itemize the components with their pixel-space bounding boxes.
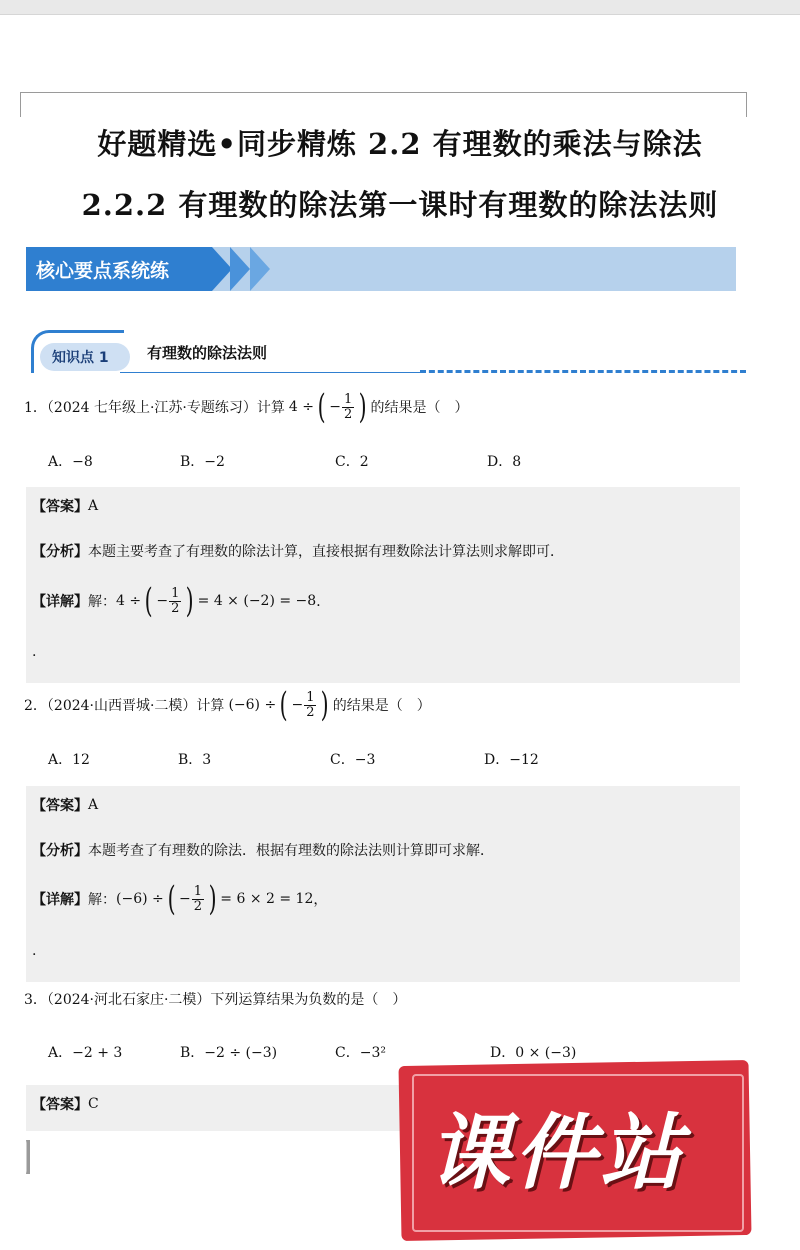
question-stem-suffix: 的结果是（ ） xyxy=(332,698,431,714)
math-term: 4 ÷ xyxy=(288,399,314,415)
question-2-detail: 【详解】 解： (−6) ÷ ( − $\frac{1}{2}$ ) = 6 × 2 = 12 ， xyxy=(32,879,328,919)
answer-value: A xyxy=(88,797,99,813)
fraction: $\frac{1}{2}$ xyxy=(171,585,180,616)
knowledge-point-underline xyxy=(120,372,420,373)
chevron-right-icon xyxy=(250,247,270,291)
question-3-answer: 【答案】 C xyxy=(32,1096,99,1113)
page-corner-mark xyxy=(26,1140,30,1174)
trailing-period: . xyxy=(32,943,37,959)
knowledge-point-title: 有理数的除法法则 xyxy=(147,344,268,362)
detail-math: 4 ÷ ( − $\frac{1}{2}$ ) = 4 × (−2) = −8 xyxy=(116,581,317,621)
viewer-top-bar xyxy=(0,0,800,15)
question-2-analysis: 【分析】 本题考查了有理数的除法．根据有理数的除法法则计算即可求解． xyxy=(32,843,494,859)
answer-value: A xyxy=(88,498,99,514)
fraction: $\frac{1}{2}$ xyxy=(343,391,353,422)
math-term: (−6) ÷ xyxy=(228,697,277,713)
question-1-analysis: 【分析】 本题主要考查了有理数的除法计算，直接根据有理数除法计算法则求解即可． xyxy=(32,544,564,560)
question-1-answer: 【答案】 A xyxy=(32,498,99,515)
question-2-option-d[interactable]: D．−12 xyxy=(484,752,539,768)
question-3-stem: 3．（2024·河北石家庄·二模）下列运算结果为负数的是（ ） xyxy=(24,992,407,1008)
question-3-option-c[interactable]: C．−3² xyxy=(335,1045,386,1061)
chevron-right-icon xyxy=(212,247,232,291)
page-title-line-2: 2.2.2 有理数的除法第一课时有理数的除法法则 xyxy=(81,188,719,222)
math-sign: − xyxy=(291,697,304,713)
question-1-option-c[interactable]: C．2 xyxy=(335,454,369,470)
math-sign: − xyxy=(329,399,341,415)
question-math: (−6) ÷ ( − $\frac{1}{2}$ ) xyxy=(228,685,330,725)
question-1-option-b[interactable]: B．−2 xyxy=(180,454,225,470)
question-3-option-b[interactable]: B．−2 ÷ (−3) xyxy=(180,1045,278,1061)
question-2-answer: 【答案】 A xyxy=(32,797,99,814)
chevron-right-icon xyxy=(230,247,250,291)
question-stem-text: 1．（2024 七年级上·江苏·专题练习）计算 xyxy=(24,400,285,416)
trailing-period: . xyxy=(32,644,37,660)
watermark-text: 课件站 xyxy=(428,1106,686,1201)
question-stem-text: 2．（2024·山西晋城·二模）计算 xyxy=(24,698,225,714)
header-rule xyxy=(26,92,740,93)
knowledge-point-label: 知识点 1 xyxy=(52,350,109,366)
question-2-option-b[interactable]: B．3 xyxy=(178,752,212,768)
fraction: $\frac{1}{2}$ xyxy=(306,689,315,720)
section-banner-title: 核心要点系统练 xyxy=(36,260,170,282)
detail-math: (−6) ÷ ( − $\frac{1}{2}$ ) = 6 × 2 = 12 xyxy=(116,879,314,919)
question-1-option-a[interactable]: A．−8 xyxy=(48,454,93,470)
question-2-option-c[interactable]: C．−3 xyxy=(330,752,376,768)
page-corner-mark xyxy=(20,92,27,117)
fraction: $\frac{1}{2}$ xyxy=(193,883,203,914)
knowledge-point-dashed-line xyxy=(420,370,746,373)
answer-value: C xyxy=(88,1096,99,1112)
question-1-stem xyxy=(24,387,469,427)
page-corner-mark xyxy=(740,92,747,117)
question-3-option-d[interactable]: D．0 × (−3) xyxy=(490,1045,577,1061)
question-1-detail: 【详解】 解： 4 ÷ ( − $\frac{1}{2}$ ) = 4 × (−2) = −8 ． xyxy=(32,581,331,621)
question-3-option-a[interactable]: A．−2 + 3 xyxy=(48,1045,123,1061)
question-math: 4 ÷ ( − $\frac{1}{2}$ ) xyxy=(288,387,367,427)
question-stem-suffix: 的结果是（ ） xyxy=(370,400,469,416)
question-2-stem xyxy=(24,685,431,725)
question-1-option-d[interactable]: D．8 xyxy=(487,454,522,470)
page-title-line-1: 好题精选•同步精炼 2.2 有理数的乘法与除法 xyxy=(97,127,703,161)
question-2-option-a[interactable]: A．12 xyxy=(48,752,90,768)
